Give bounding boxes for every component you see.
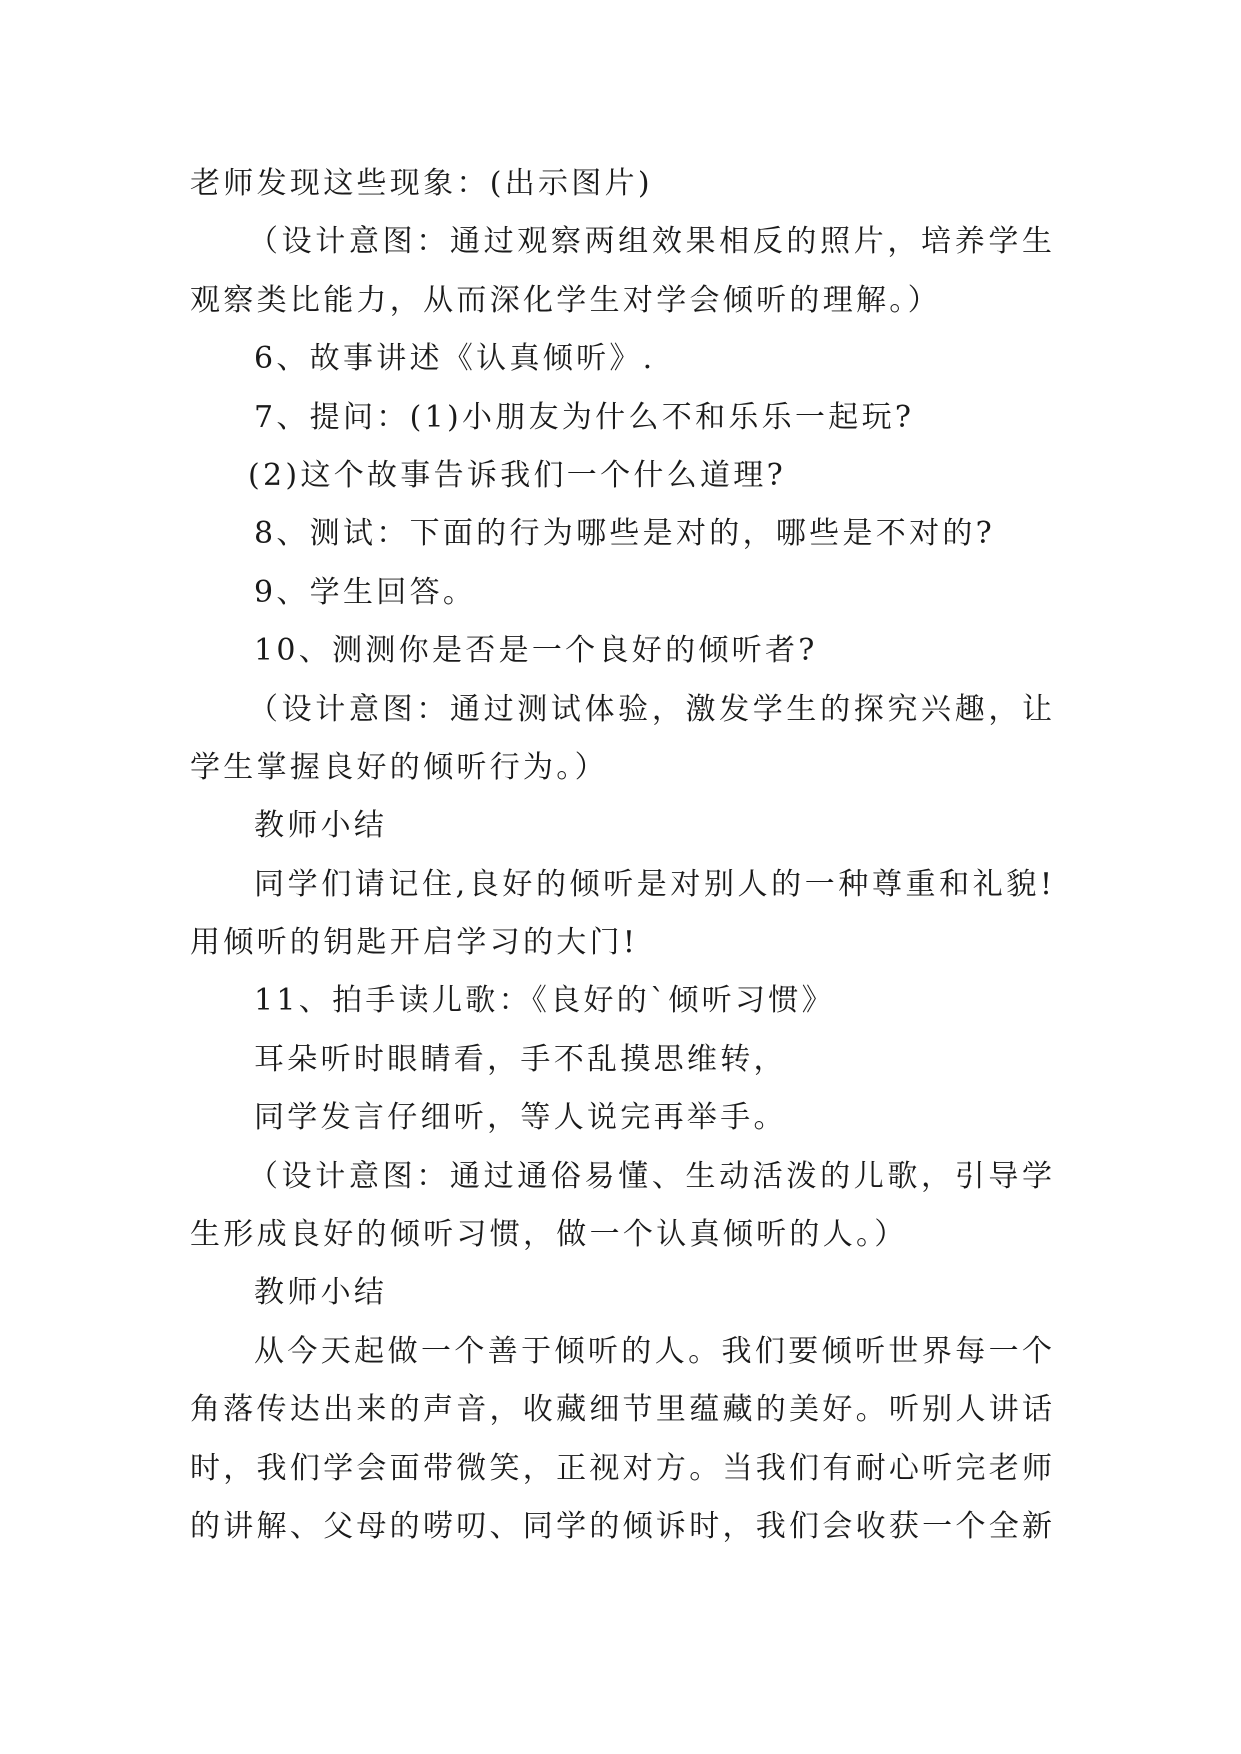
paragraph-line: 老师发现这些现象：(出示图片)	[190, 166, 653, 201]
poem-line: 同学发言仔细听，等人说完再举手。	[254, 1100, 787, 1136]
paragraph-line: 同学们请记住,良好的倾听是对别人的一种尊重和礼貌!	[254, 866, 1052, 902]
paragraph-line: 角落传达出来的声音，收藏细节里蕴藏的美好。听别人讲话	[190, 1392, 1052, 1428]
paragraph-line: 从今天起做一个善于倾听的人。我们要倾听世界每一个	[254, 1333, 1052, 1369]
list-item: 7、提问：(1)小朋友为什么不和乐乐一起玩?	[254, 399, 915, 435]
list-item: 11、拍手读儿歌：《良好的`倾听习惯》	[254, 983, 835, 1019]
paragraph-line: 生形成良好的倾听习惯，做一个认真倾听的人。）	[190, 1217, 908, 1253]
list-item: 8、测试：下面的行为哪些是对的，哪些是不对的?	[254, 516, 996, 552]
poem-line: 耳朵听时眼睛看，手不乱摸思维转，	[254, 1041, 787, 1077]
section-heading: 教师小结	[254, 808, 388, 844]
paragraph-line: 学生掌握良好的倾听行为。）	[190, 749, 608, 785]
paragraph-line: （设计意图：通过测试体验，激发学生的探究兴趣，让	[248, 691, 1052, 727]
document-body	[190, 155, 1052, 1556]
list-item: (2)这个故事告诉我们一个什么道理?	[248, 457, 786, 493]
paragraph-line: （设计意图：通过通俗易懂、生动活泼的儿歌，引导学	[248, 1158, 1052, 1194]
paragraph-line: 观察类比能力，从而深化学生对学会倾听的理解。）	[190, 282, 941, 318]
list-item: 6、故事讲述《认真倾听》.	[254, 341, 656, 377]
list-item: 10、测测你是否是一个良好的倾听者?	[254, 633, 818, 669]
paragraph-line: 时，我们学会面带微笑，正视对方。当我们有耐心听完老师	[190, 1450, 1052, 1486]
list-item: 9、学生回答。	[254, 574, 477, 610]
paragraph-line: 用倾听的钥匙开启学习的大门!	[190, 925, 639, 961]
paragraph-line: （设计意图：通过观察两组效果相反的照片，培养学生	[248, 224, 1052, 260]
section-heading: 教师小结	[254, 1275, 388, 1311]
paragraph-line: 的讲解、父母的唠叨、同学的倾诉时，我们会收获一个全新	[190, 1508, 1052, 1544]
